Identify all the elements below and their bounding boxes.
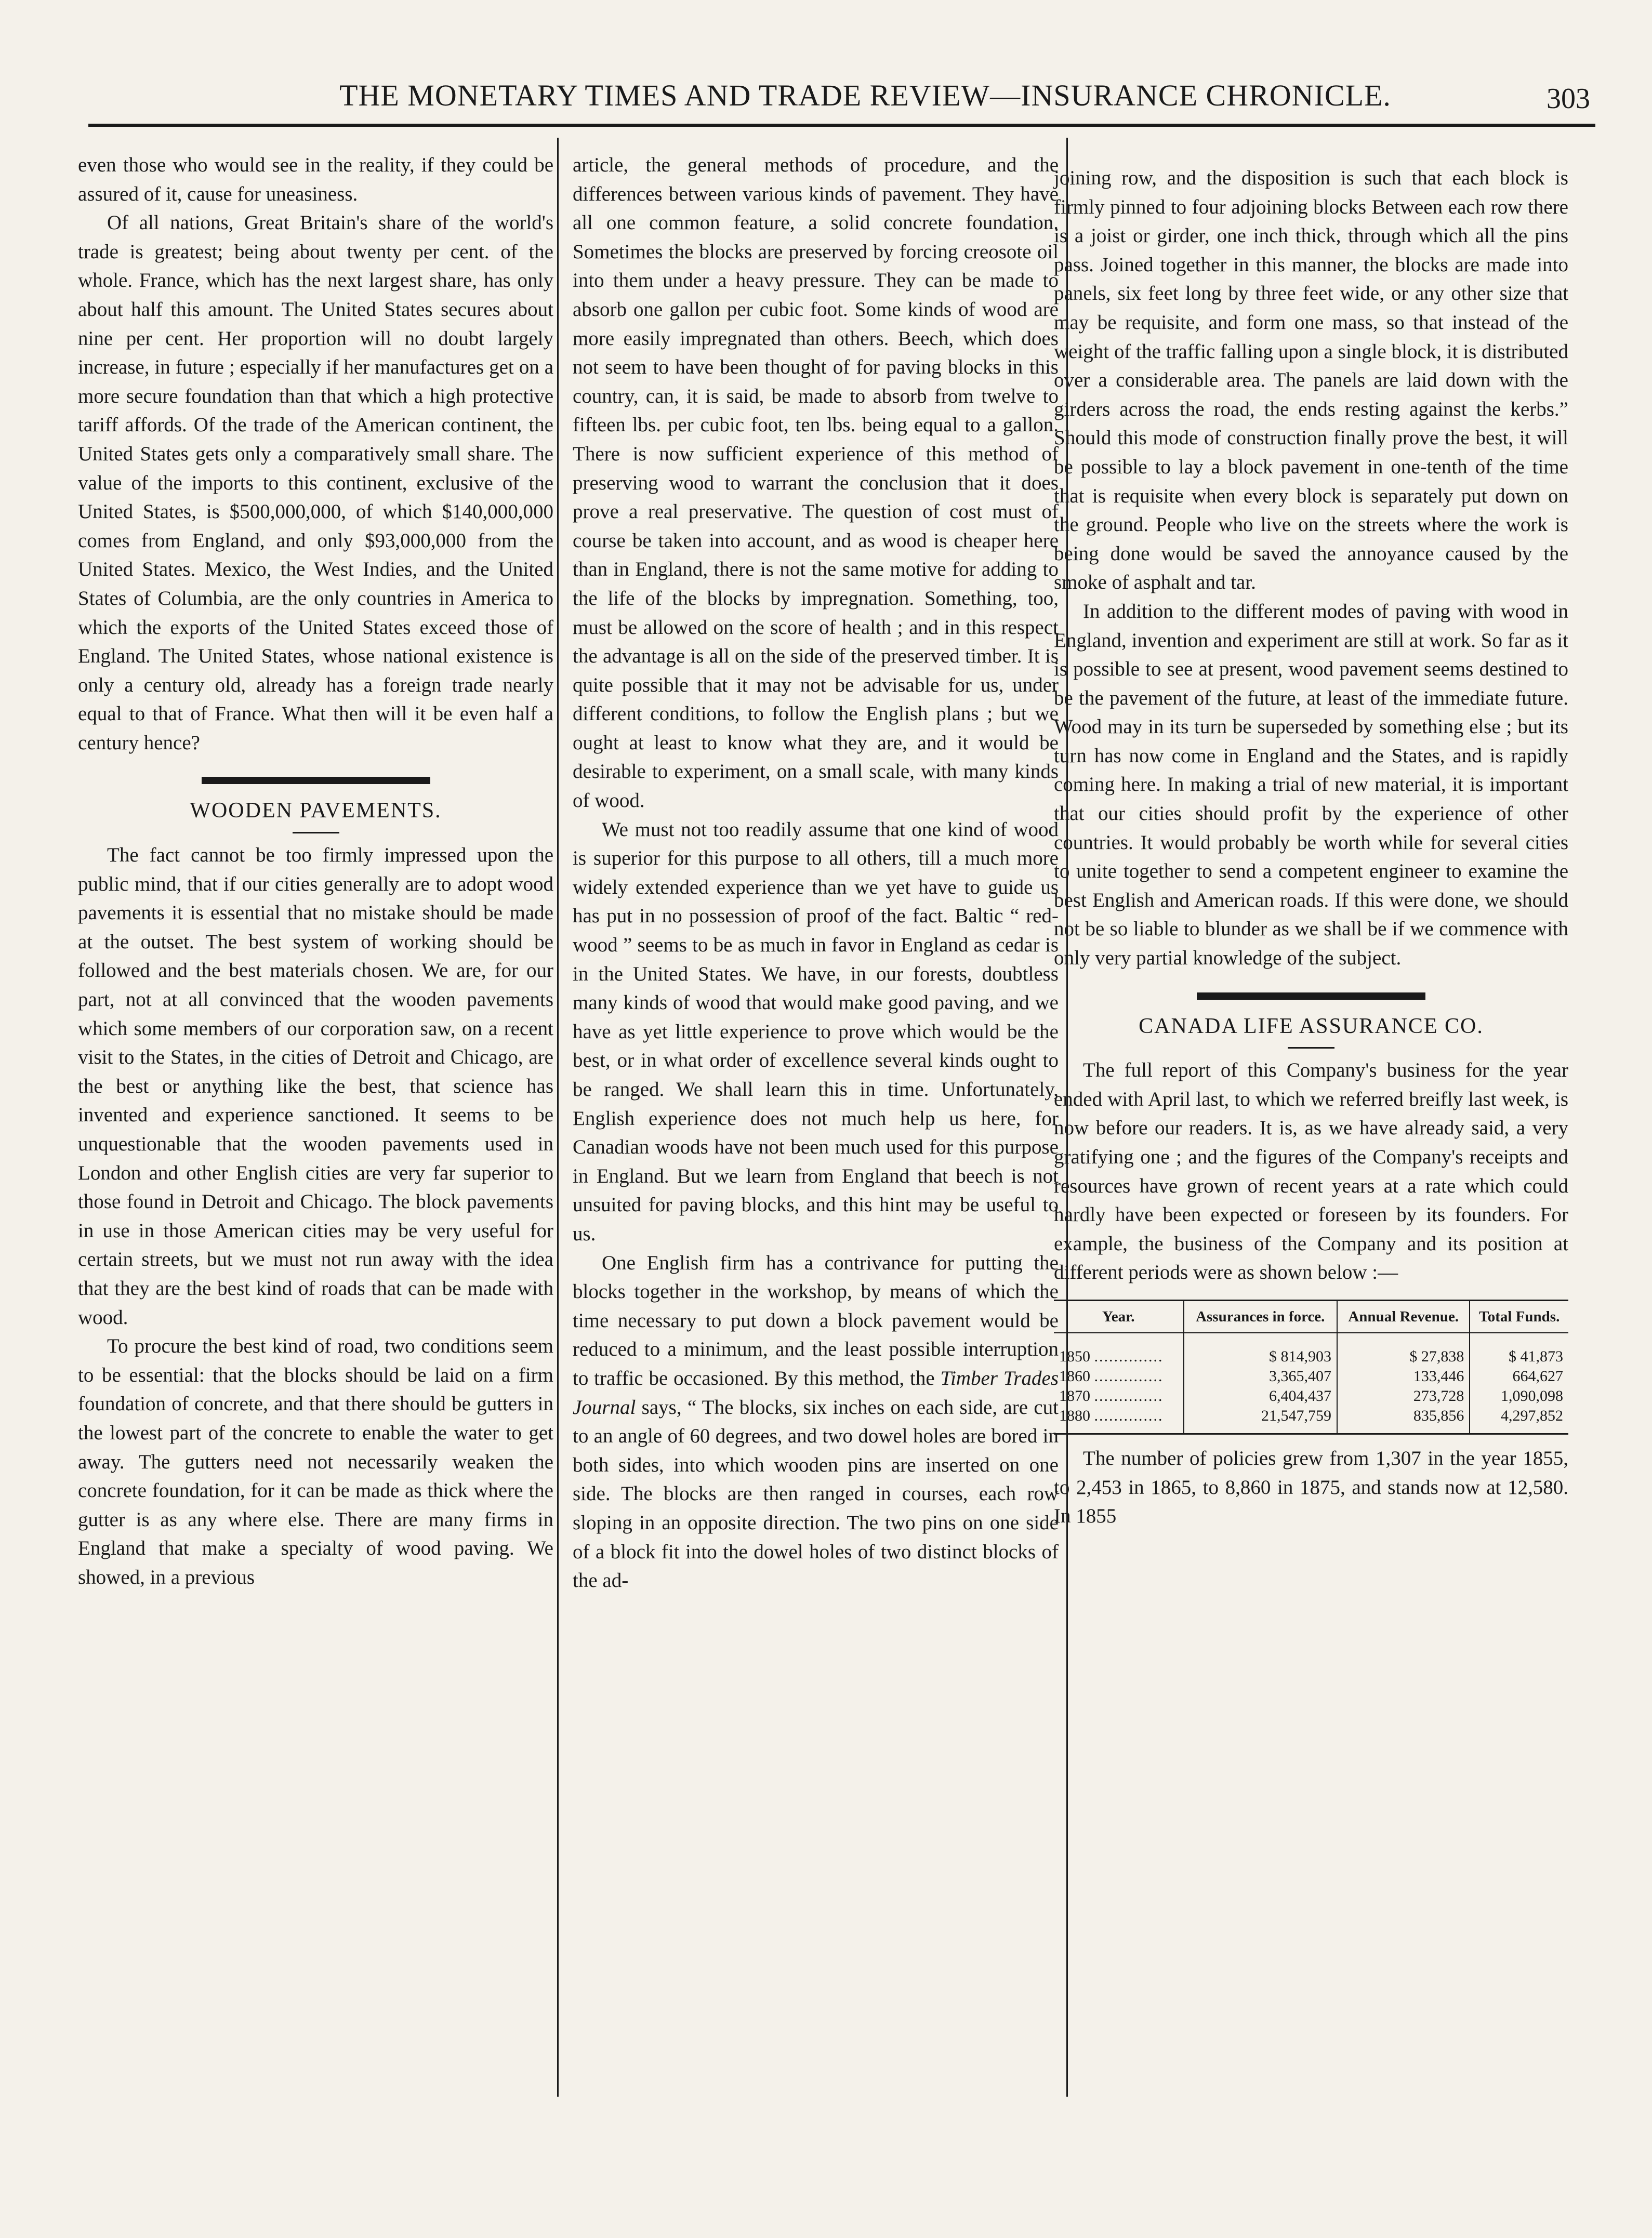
year-cell: 1860 .............. <box>1059 1367 1164 1385</box>
year-cell: 1880 .............. <box>1054 1406 1184 1434</box>
table-row <box>1054 1367 1568 1386</box>
text-run: says, “ The blocks, six inches on each side, are cut to an angle of 60 degrees, and two dowel holes are bored in both sides, into which wooden pins are inserted on one side. The blocks are then ranged in courses, each row sloping in an opposite direction. The two pins on one side of a block fit into the dowel holes of two distinct blocks of the ad- <box>573 1396 1059 1592</box>
assurances-cell: $ 814,903 <box>1184 1333 1338 1367</box>
article-heading-wooden-pavements: WOODEN PAVEMENTS. <box>190 799 442 823</box>
section-rule <box>1197 992 1425 1000</box>
year-cell: 1870 .............. <box>1059 1387 1164 1405</box>
table-header: Assurances in force. <box>1184 1300 1338 1333</box>
column-2 <box>573 151 1059 1595</box>
company-figures-table <box>1054 1300 1568 1435</box>
year-cell: 1850 .............. <box>1059 1347 1164 1365</box>
paragraph: To procure the best kind of road, two conditions seem to be essential: that the blocks should be laid on a firm foundation of concrete, and that there should be gutters in the lowest part of the concrete to enable the water to get away. The gutters need not necessarily weaken the concrete foundation, for it can be made as thick where the gutter is as any where else. There are many firms in England that make a specialty of wood paving. We showed, in a previous <box>78 1335 553 1588</box>
table-header: Year. <box>1054 1300 1184 1333</box>
heading-rule <box>293 832 339 833</box>
paragraph: The full report of this Company's business for the year ended with April last, to which we referred breifly last week, is now before our readers. It is, as we have already said, a very gratifying one ; and the figures of the Company's receipts and resources have grown of recent years at a rate which could hardly have been expected or foreseen by its founders. For example, the business of the Company and its position at different periods were as shown below :— <box>1054 1059 1568 1284</box>
section-rule <box>202 777 430 784</box>
column-divider <box>557 138 559 2097</box>
masthead-rule <box>88 124 1595 127</box>
paragraph <box>573 1249 1059 1595</box>
funds-cell: 664,627 <box>1470 1367 1568 1386</box>
table-row <box>1054 1333 1568 1367</box>
paragraph: The fact cannot be too firmly impressed upon the public mind, that if our cities generally are to adopt wood pavements it is essential that no mistake should be made at the outset. The best system of working should be followed and the best materials chosen. We are, for our part, not at all convinced that the wooden pavements which some members of our corporation saw, on a recent visit to the States, in the cities of Detroit and Chicago, are the best or anything like the best, that science has invented and experience sanctioned. It seems to be unquestionable that the wooden pavements used in London and other English cities are very far superior to those found in Detroit and Chicago. The block pavements in use in those American cities may be very useful for certain streets, but we must not run away with the idea that they are the best kind of roads that can be made with wood. <box>78 844 553 1329</box>
text-run: One English firm has a contrivance for putting the blocks together in the workshop, by means of which the time necessary to put down a block pavement would be reduced to a minimum, and the least possible interruption to traffic be occasioned. By this method, the <box>573 1251 1059 1389</box>
revenue-cell: 273,728 <box>1337 1386 1470 1406</box>
assurances-cell: 3,365,407 <box>1184 1367 1338 1386</box>
assurances-cell: 21,547,759 <box>1184 1406 1338 1434</box>
table-row <box>1054 1406 1568 1434</box>
paragraph: In addition to the different modes of paving with wood in England, invention and experiment are still at work. So far as it is possible to see at present, wood pavement seems destined to be the pavement of the future, at least of the immediate future. Wood may in its turn be superseded by something else ; but its turn has now come in England and the States, and is rapidly coming here. In making a trial of new material, it is important that our cities should profit by the experience of other countries. It would probably be worth while for several cities to unite together to send a competent engineer to examine the best English and American roads. If this were done, we should not be so liable to blunder as we shall be if we commence with only very partial knowledge of the subject. <box>1054 600 1568 970</box>
table-row <box>1054 1386 1568 1406</box>
table-header: Total Funds. <box>1470 1300 1568 1333</box>
publication-title: THE MONETARY TIMES AND TRADE REVIEW—INSURANCE CHRONICLE. <box>339 78 1391 112</box>
assurances-cell: 6,404,437 <box>1184 1386 1338 1406</box>
masthead <box>88 78 1595 135</box>
paragraph: joining row, and the disposition is such that each block is firmly pinned to four adjoining blocks Between each row there is a joist or girder, one inch thick, through which all the pins pass. Joined together in this manner, the blocks are made into panels, six feet long by three feet wide, or any other size that may be requisite, and form one mass, so that instead of the weight of the traffic falling upon a single block, it is distributed over a considerable area. The panels are laid down with the girders across the road, the ends resting against the kerbs.” Should this mode of construction finally prove the best, it will be possible to lay a block pavement in one-tenth of the time that is requisite when every block is separately put down on the ground. People who live on the streets where the work is being done would be saved the annoyance caused by the smoke of asphalt and tar. <box>1054 167 1568 594</box>
page-number: 303 <box>1547 83 1590 115</box>
column-1 <box>78 151 553 1592</box>
column-3 <box>1054 164 1568 1531</box>
paragraph: even those who would see in the reality, if they could be assured of it, cause for uneasiness. <box>78 154 553 205</box>
journal-name: Timber Trades Journal <box>573 1367 1059 1419</box>
article-heading-canada-life: CANADA LIFE ASSURANCE CO. <box>1139 1014 1484 1038</box>
revenue-cell: $ 27,838 <box>1337 1333 1470 1367</box>
revenue-cell: 835,856 <box>1337 1406 1470 1434</box>
revenue-cell: 133,446 <box>1337 1367 1470 1386</box>
paragraph: Of all nations, Great Britain's share of the world's trade is greatest; being about twenty per cent. of the whole. France, which has the next largest share, has only about half this amount. The United States secures about nine per cent. Her proportion will no doubt largely increase, in future ; especially if her manufactures get on a more secure foundation than that which a high protective tariff affords. Of the trade of the American continent, the United States gets only a comparatively small share. The value of the imports to this continent, exclusive of the United States, is $500,000,000, of which $140,000,000 comes from England, and only $93,000,000 from the United States. Mexico, the West Indies, and the United States of Columbia, are the only countries in America to which the exports of the United States exceed those of England. The United States, whose national existence is only a century old, already has a foreign trade nearly equal to that of France. What then will it be even half a century hence? <box>78 211 553 754</box>
table-header: Annual Revenue. <box>1337 1300 1470 1333</box>
paragraph: We must not too readily assume that one kind of wood is superior for this purpose to all others, till a much more widely extended experience than we yet have to guide us has put in no possession of proof of the fact. Baltic “ red-wood ” seems to be as much in favor in England as cedar is in the United States. We have, in our forests, doubtless many kinds of wood that would make good paving, and we have as yet little experience to prove which would be the best, or in what order of excellence several kinds ought to be ranged. We shall learn this in time. Unfortunately, English experience does not much help us here, for Canadian woods have not been much used for this purpose in England. But we learn from England that beech is not unsuited for paving blocks, and this hint may be useful to us. <box>573 818 1059 1245</box>
heading-rule <box>1288 1047 1334 1049</box>
paragraph: article, the general methods of procedure, and the differences between various kinds of pavement. They have all one common feature, a solid concrete foundation. Sometimes the blocks are preserved by forcing creosote oil into them under a heavy pressure. They can be made to absorb one gallon per cubic foot. Some kinds of wood are more easily impregnated than others. Beech, which does not seem to have been thought of for paving blocks in this country, can, it is said, be made to absorb from twelve to fifteen lbs. per cubic foot, ten lbs. being equal to a gallon. There is now sufficient experience of this method of preserving wood to warrant the conclusion that it does prove a real preservative. The question of cost must of course be taken into account, and as wood is cheaper here than in England, there is not the same motive for adding to the life of the blocks by impregnation. Something, too, must be allowed on the score of health ; and in this respect the advantage is all on the side of the preserved timber. It is quite possible that it may not be advisable for us, under different conditions, to follow the English plans ; but we ought at least to know what they are, and it would be desirable to experiment, on a small scale, with many kinds of wood. <box>573 154 1059 812</box>
funds-cell: $ 41,873 <box>1470 1333 1568 1367</box>
funds-cell: 4,297,852 <box>1470 1406 1568 1434</box>
funds-cell: 1,090,098 <box>1470 1386 1568 1406</box>
paragraph: The number of policies grew from 1,307 in the year 1855, to 2,453 in 1865, to 8,860 in 1875, and stands now at 12,580. In 1855 <box>1054 1447 1568 1528</box>
